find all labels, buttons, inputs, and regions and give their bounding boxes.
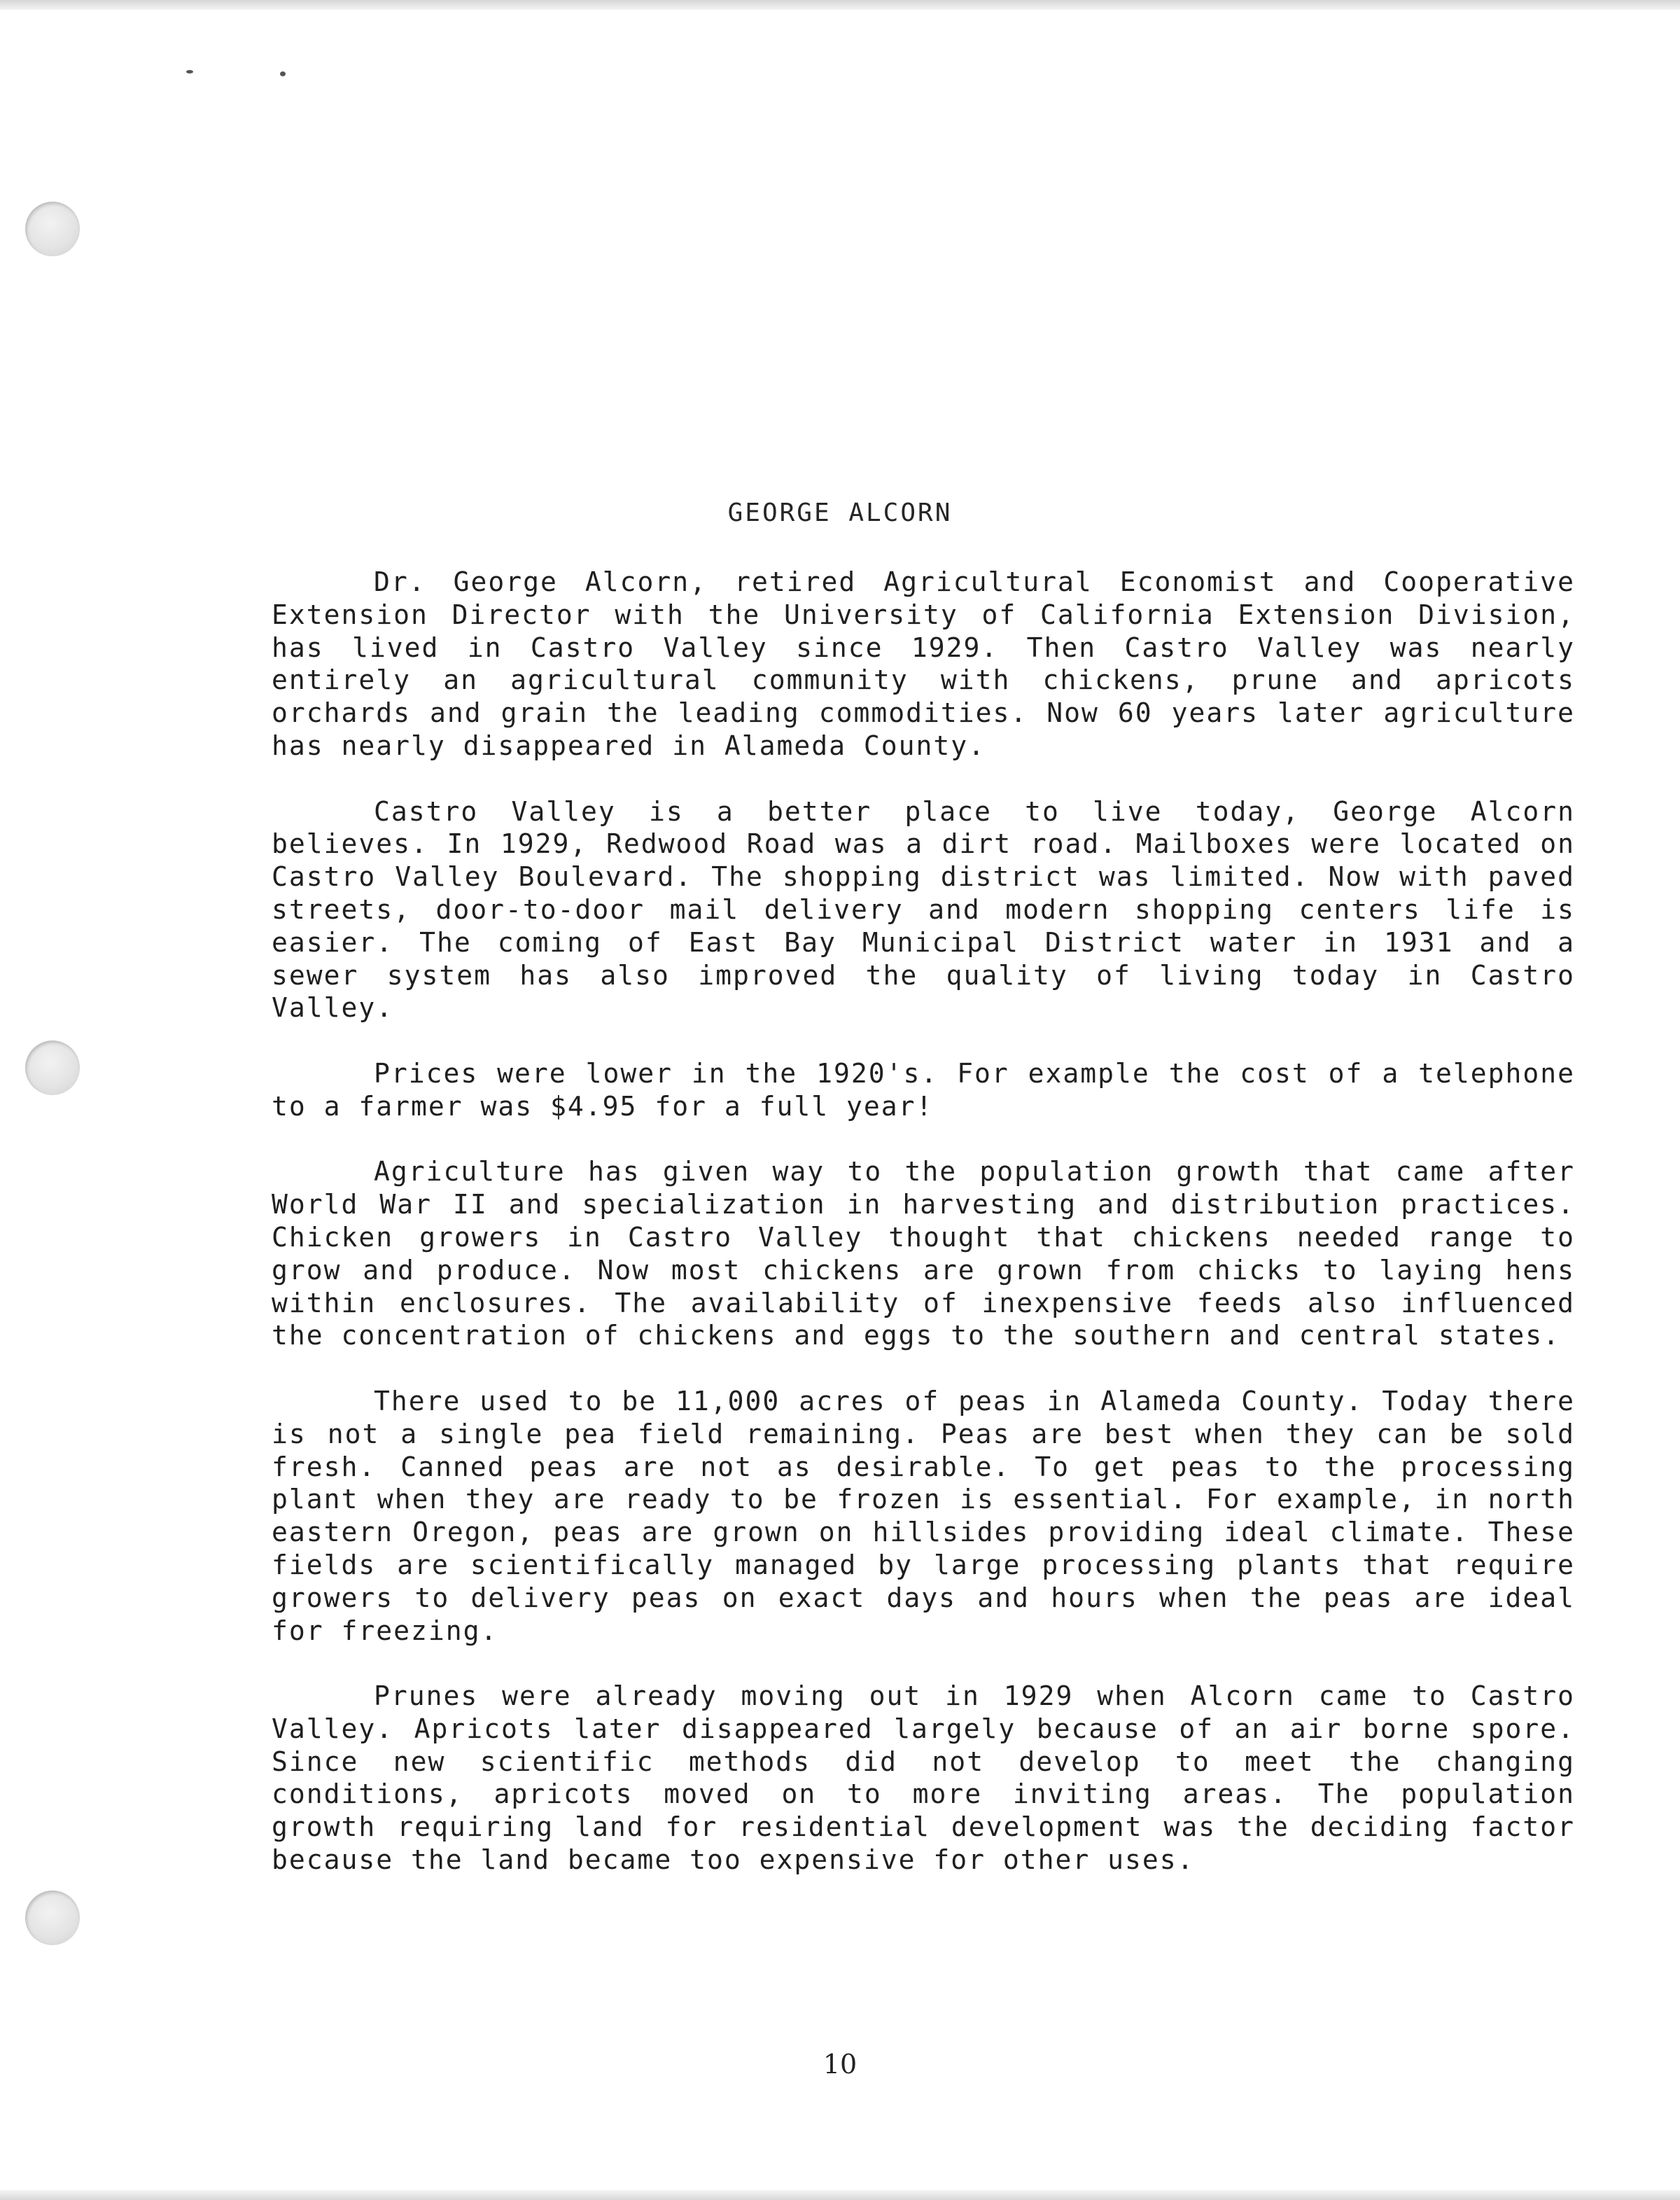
scan-speck [186,70,193,74]
paragraph-1: Dr. George Alcorn, retired Agricultural Economist and Cooperative Extension Director with the University of California Extension Division, has lived in Castro Valley since 1929. Then Castro Valley was nearly entirely an agricultural community with chickens, prune and apricots orchards and grain the leading commodities. Now 60 years later agriculture has nearly disappeared in Alameda County. [272,566,1575,761]
paragraph-5: There used to be 11,000 acres of peas in Alameda County. Today there is not a single pea field remaining. Peas are best when they can be sold fresh. Canned peas are not as desirable. To get peas to the processing plant when they are ready to be frozen is essential. For example, in north eastern Oregon, peas are grown on hillsides providing ideal climate. These fields are scientifically managed by large processing plants that require growers to delivery peas on exact days and hours when the peas are ideal for freezing. [272,1385,1575,1646]
punch-hole-bottom [25,1891,80,1945]
scan-edge-bottom [0,2190,1680,2200]
punch-hole-top [25,202,80,256]
paragraph-4: Agriculture has given way to the population growth that came after World War II and specialization in harvesting and distribution practices. Chicken growers in Castro Valley thought that chickens needed range to grow and produce. Now most chickens are grown from chicks to laying hens within enclosures. The availability of inexpensive feeds also influenced the concentration of chickens and eggs to the southern and central states. [272,1156,1575,1351]
paragraph-6: Prunes were already moving out in 1929 when Alcorn came to Castro Valley. Apricots later disappeared largely because of an air borne spore. Since new scientific methods did not develop to meet the changing conditions, apricots moved on to more inviting areas. The population growth requiring land for residential development was the deciding factor because the land became too expensive for other uses. [272,1680,1575,1876]
paragraph-3: Prices were lower in the 1920's. For example the cost of a telephone to a farmer was $4.95 for a full year! [272,1057,1575,1122]
document-title: GEORGE ALCORN [727,499,953,527]
page-number: 10 [822,2049,858,2080]
scan-edge-top [0,0,1680,10]
paragraph-2: Castro Valley is a better place to live today, George Alcorn believes. In 1929, Redwood Road was a dirt road. Mailboxes were located on Castro Valley Boulevard. The shopping district was limited. Now with paved streets, door-to-door mail delivery and modern shopping centers life is easier. The coming of East Bay Municipal District water in 1931 and a sewer system has also improved the quality of living today in Castro Valley. [272,795,1575,1024]
punch-hole-middle [25,1040,80,1095]
document-body [272,566,1575,1909]
scan-speck [280,71,286,76]
